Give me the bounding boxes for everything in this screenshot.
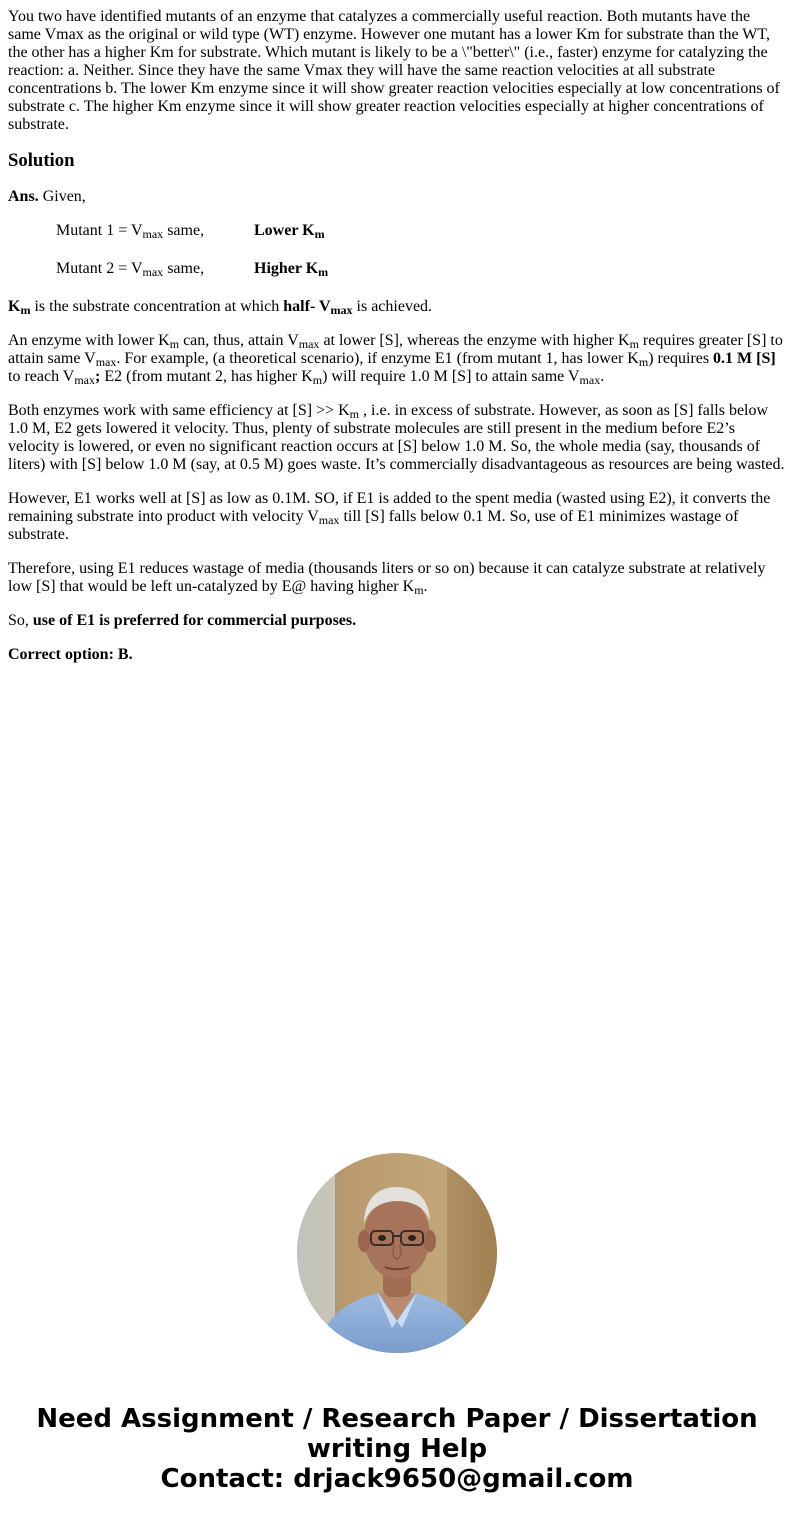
given-row-mutant-1 xyxy=(56,222,786,244)
author-portrait-image xyxy=(297,1153,497,1353)
ans-label: Ans. xyxy=(8,188,39,205)
paragraph-therefore: Therefore, using E1 reduces wastage of media (thousands liters or so on) because it can catalyze substrate at relatively low [S] that would be left un-catalyzed by E@ having higher $K_m$. xyxy=(8,560,766,597)
given-mutant-2-km: Higher $K_m$ xyxy=(254,260,329,279)
question-text: You two have identified mutants of an enzyme that catalyzes a commercially useful reaction. Both mutants have the same Vmax as the original or wild type (WT) enzyme. However one mutant has a lower Km for substrate than the WT, the other has a higher Km for substrate. Which mutant is likely to be a \"better\" (i.e., faster) enzyme for catalyzing the reaction: a. Neither. Since they have the same Vmax they will have the same reaction velocities at all substrate concentrations b. The lower Km enzyme since it will show greater reaction velocities especially at low concentrations of substrate c. The higher Km enzyme since it will show greater reaction velocities especially at higher concentrations of substrate. xyxy=(8,8,780,133)
paragraph-conclusion: So, use of E1 is preferred for commercial purposes. xyxy=(8,612,357,629)
paragraph-efficiency: Both enzymes work with same efficiency at $[S] >> K_m$ , i.e. in excess of substrate. However, as soon as [S] falls below 1.0 M, E2 gets lowered it velocity. Thus, plenty of substrate molecules are still present in the medium before E2’s velocity is lowered, or even no significant reaction occurs at [S] below 1.0 M. So, the whole media (say, thousands of liters) with [S] below 1.0 M (say, at 0.5 M) goes waste. It’s commercially disadvantageous as resources are being wasted. xyxy=(8,402,785,473)
correct-option: Correct option: B. xyxy=(8,646,133,663)
given-mutant-2-desc: Mutant $2 = V_{max}$ same, xyxy=(56,260,205,279)
promo-banner xyxy=(0,1404,794,1494)
banner-contact: Contact: drjack9650@gmail.com xyxy=(160,1464,634,1494)
given-row-mutant-2 xyxy=(56,260,786,282)
given-mutant-1-km: Lower $K_m$ xyxy=(254,222,325,241)
km-definition: $K_m$ is the substrate concentration at which half- $V_{max}$ is achieved. xyxy=(8,298,433,317)
ans-line xyxy=(8,188,786,206)
given-mutant-1-desc: Mutant $1 = V_{max}$ same, xyxy=(56,222,205,241)
author-avatar xyxy=(297,1153,497,1353)
ans-text: Given, xyxy=(38,188,86,205)
paragraph-e1-works: However, E1 works well at [S] as low as 0.1M. SO, if E1 is added to the spent media (wasted using E2), it converts the remaining substrate into product with velocity $V_{max}$ till [S] falls below 0.1 M. So, use of E1 minimizes wastage of substrate. xyxy=(8,490,771,543)
solution-heading: Solution xyxy=(8,150,75,171)
banner-line-2: writing Help xyxy=(306,1434,488,1464)
paragraph-lower-km: An enzyme with lower $K_m$ can, thus, attain $V_{max}$ at lower [S], whereas the enzyme with higher $K_m$ requires greater [S] to attain same $V_{max}$. For example, (a theoretical scenario), if enzyme E1 (from mutant 1, has lower $K_m$) requires 0.1 M [S] to reach $V_{max}$; E2 (from mutant 2, has higher $K_m$) will require 1.0 M [S] to attain same $V_{max}$. xyxy=(8,332,783,387)
banner-line-1: Need Assignment / Research Paper / Dissertation xyxy=(36,1404,758,1434)
document-body xyxy=(8,8,786,680)
